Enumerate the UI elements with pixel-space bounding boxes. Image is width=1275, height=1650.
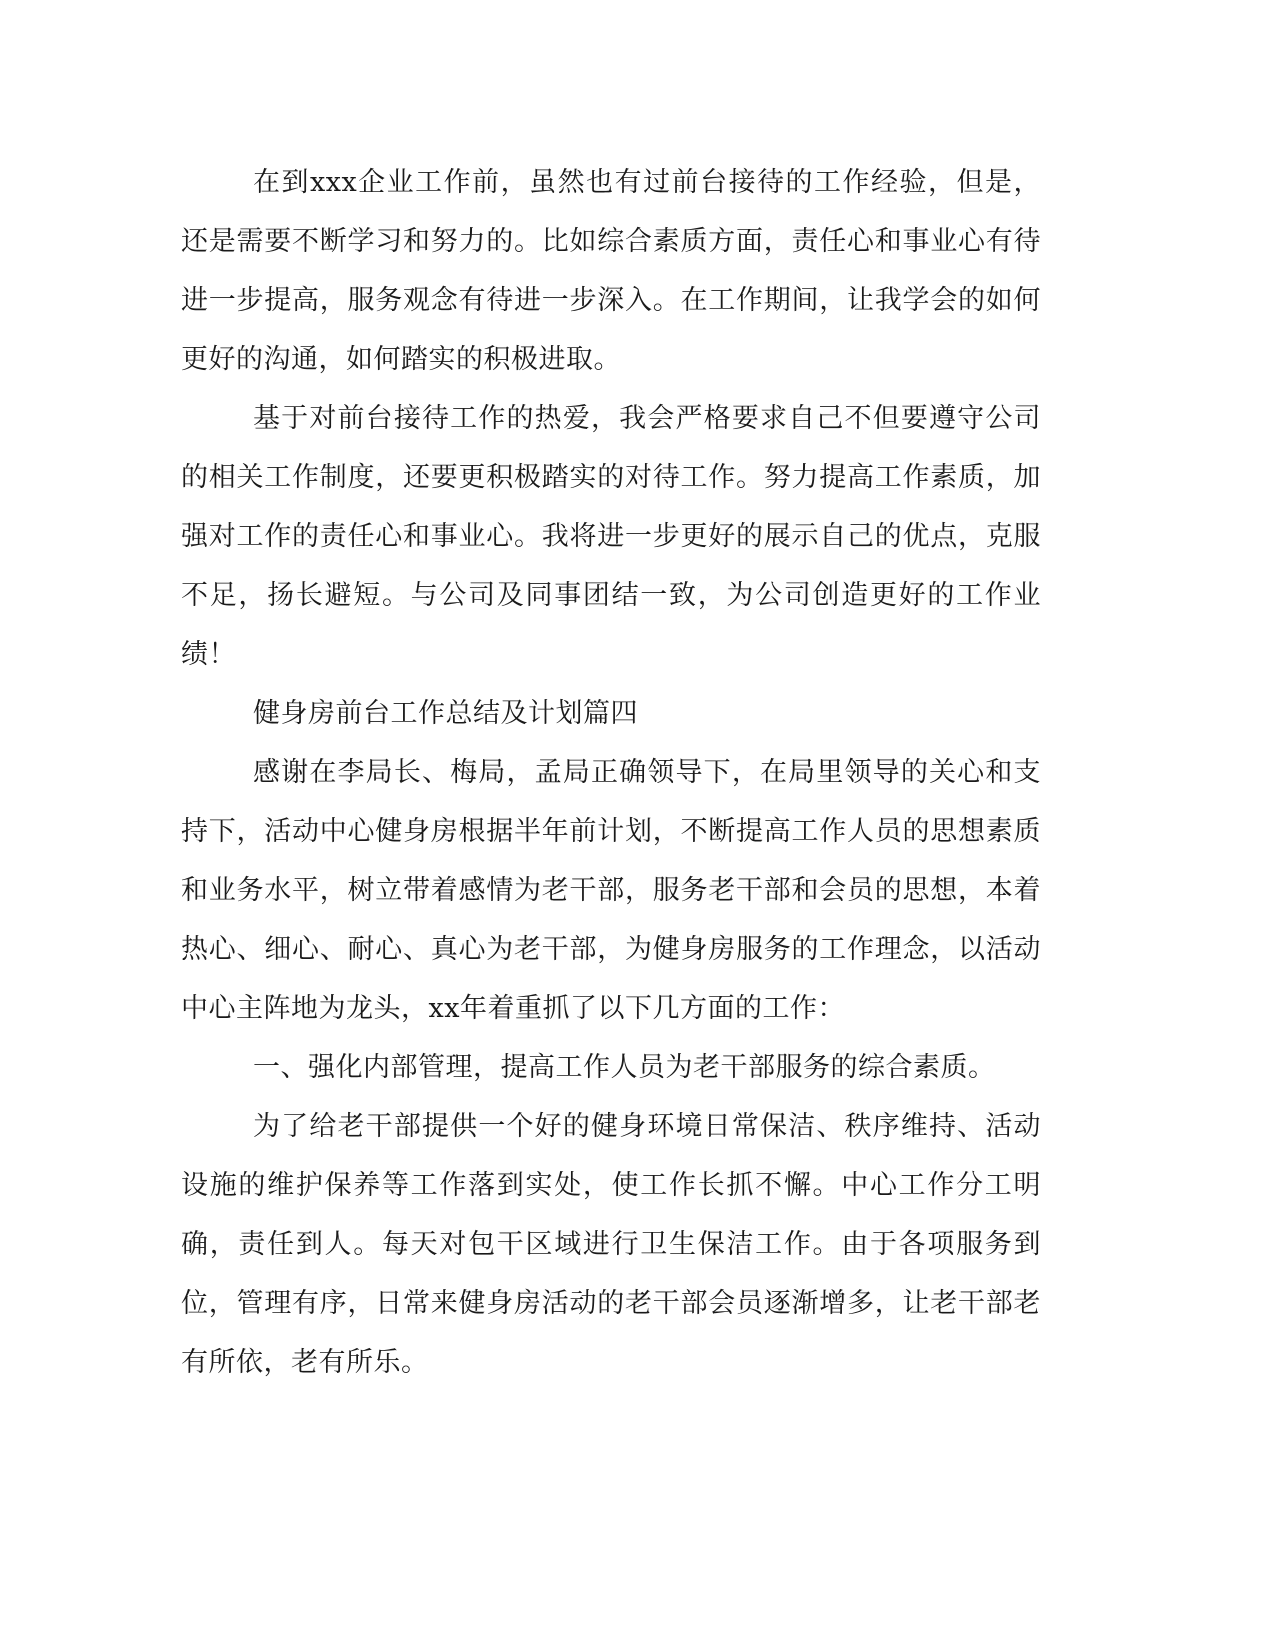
paragraph-3: 感谢在李局长、梅局，孟局正确领导下，在局里领导的关心和支持下，活动中心健身房根据半年前计划，不断提高工作人员的思想素质和业务水平，树立带着感情为老干部，服务老干部和会员的思想，本着热心、细心、耐心、真心为老干部，为健身房服务的工作理念，以活动中心主阵地为龙头，xx年着重抓了以下几方面的工作： [181,757,1041,1024]
paragraph-2: 基于对前台接待工作的热爱，我会严格要求自己不但要遵守公司的相关工作制度，还要更积极踏实的对待工作。努力提高工作素质，加强对工作的责任心和事业心。我将进一步更好的展示自己的优点，克服不足，扬长避短。与公司及同事团结一致，为公司创造更好的工作业绩！ [181,403,1041,670]
document-body [181,153,1041,1392]
paragraph-5: 为了给老干部提供一个好的健身环境日常保洁、秩序维持、活动设施的维护保养等工作落到实处，使工作长抓不懈。中心工作分工明确，责任到人。每天对包干区域进行卫生保洁工作。由于各项服务到位，管理有序，日常来健身房活动的老干部会员逐渐增多，让老干部老有所依，老有所乐。 [181,1111,1041,1378]
paragraph-4: 一、强化内部管理，提高工作人员为老干部服务的综合素质。 [253,1052,996,1083]
section-heading: 健身房前台工作总结及计划篇四 [253,698,638,729]
paragraph-1: 在到xxx企业工作前，虽然也有过前台接待的工作经验，但是，还是需要不断学习和努力的。比如综合素质方面，责任心和事业心有待进一步提高，服务观念有待进一步深入。在工作期间，让我学会的如何更好的沟通，如何踏实的积极进取。 [181,167,1041,375]
